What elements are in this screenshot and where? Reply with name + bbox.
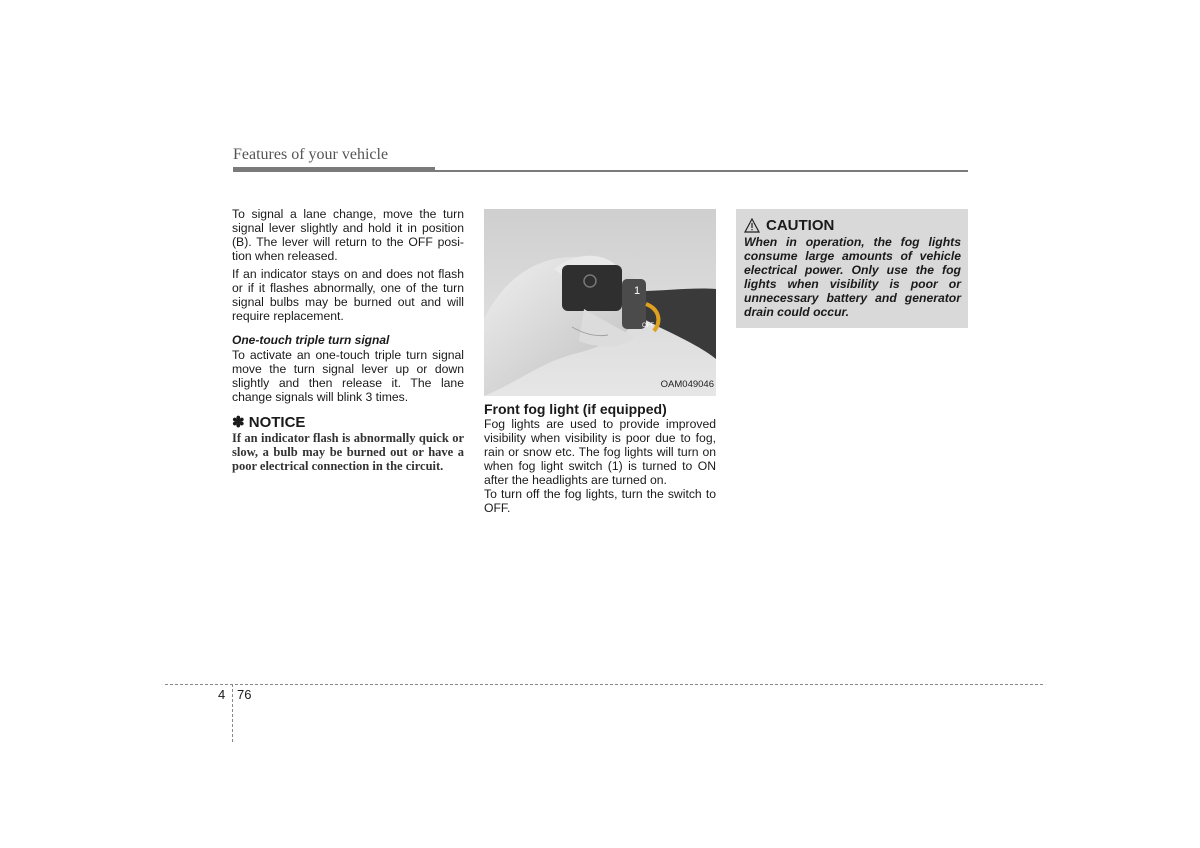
header-rule-thin xyxy=(435,170,968,172)
footer-divider xyxy=(232,684,233,742)
triple-signal-paragraph: To activate an one-touch triple turn signal move the turn signal lever up or down slightly and then release it. The lane change signals will blink 3 times. xyxy=(232,348,464,404)
turn-signal-paragraph: To signal a lane change, move the turn signal lever slightly and hold it in position (B). The lever will return to the OFF posi-tion when released. xyxy=(232,207,464,263)
footer-rule xyxy=(165,684,1043,685)
caution-title: CAUTION xyxy=(766,217,835,234)
indicator-paragraph: If an indicator stays on and does not flash or if it flashes abnormally, one of the turn signal bulbs may be burned out and will require replacement. xyxy=(232,267,464,323)
fog-light-paragraph: Fog lights are used to provide improved visibility when visibility is poor due to fog, rain or snow etc. The fog lights will turn on when fog light switch (1) is turned to ON after the headlights are turned on. xyxy=(484,417,716,487)
left-column xyxy=(232,207,464,473)
page-header-title: Features of your vehicle xyxy=(233,146,389,163)
warning-triangle-icon xyxy=(744,218,760,233)
off-label: OFF xyxy=(642,323,654,329)
fog-light-off-paragraph: To turn off the fog lights, turn the switch to OFF. xyxy=(484,487,716,515)
page-number: 76 xyxy=(237,687,252,702)
header-rule-thick xyxy=(233,167,435,172)
hand-lever-illustration xyxy=(484,209,716,396)
caution-body: When in operation, the fog lights consume large amounts of vehicle electrical power. Only use the fog lights when visibility is poor or unnecessary battery and generator drain could occur. xyxy=(744,235,961,319)
fog-light-heading: Front fog light (if equipped) xyxy=(484,401,667,417)
fog-light-switch-figure xyxy=(484,209,716,396)
switch-number-label: 1 xyxy=(634,285,641,297)
notice-body: If an indicator flash is abnormally quick or slow, a bulb may be burned out or have a poor electrical connection in the circuit. xyxy=(232,431,464,473)
triple-signal-heading: One-touch triple turn signal xyxy=(232,333,390,347)
caution-header xyxy=(744,217,961,234)
caution-box xyxy=(736,209,968,328)
notice-heading: ✽ NOTICE xyxy=(232,414,306,431)
chapter-number: 4 xyxy=(218,687,226,702)
middle-column xyxy=(484,209,716,515)
figure-code: OAM049046 xyxy=(660,379,714,390)
